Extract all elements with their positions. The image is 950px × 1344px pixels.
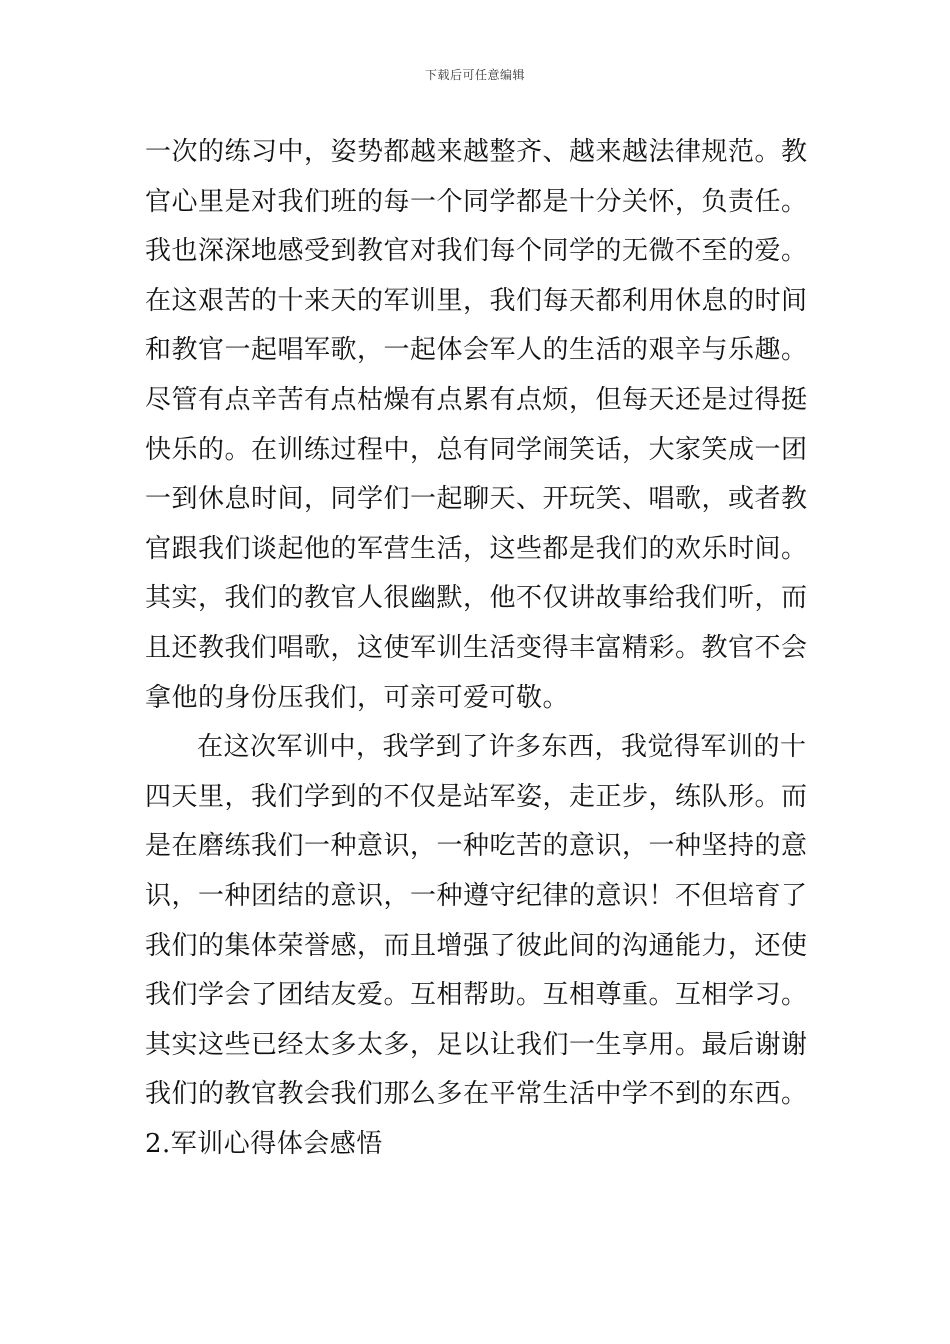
text-line: 在这艰苦的十来天的军训里，我们每天都利用休息的时间	[145, 285, 808, 316]
text-line: 四天里，我们学到的不仅是站军姿，走正步，练队形。而	[145, 781, 808, 812]
text-line: 其实，我们的教官人很幽默，他不仅讲故事给我们听，而	[145, 583, 808, 614]
text-line: 官跟我们谈起他的军营生活，这些都是我们的欢乐时间。	[145, 533, 808, 564]
text-line: 我们的集体荣誉感，而且增强了彼此间的沟通能力，还使	[145, 930, 808, 961]
section-heading: 2.军训心得体会感悟	[145, 1128, 383, 1159]
text-line: 一到休息时间，同学们一起聊天、开玩笑、唱歌，或者教	[145, 484, 808, 515]
text-line: 我们学会了团结友爱。互相帮助。互相尊重。互相学习。	[145, 980, 808, 1011]
text-line: 是在磨练我们一种意识，一种吃苦的意识，一种坚持的意	[145, 831, 808, 862]
text-line: 尽管有点辛苦有点枯燥有点累有点烦，但每天还是过得挺	[145, 384, 808, 415]
text-line: 识，一种团结的意识，一种遵守纪律的意识！不但培育了	[145, 880, 808, 911]
text-line: 我们的教官教会我们那么多在平常生活中学不到的东西。	[145, 1079, 808, 1110]
text-line: 快乐的。在训练过程中，总有同学闹笑话，大家笑成一团	[145, 434, 808, 465]
text-line: 一次的练习中，姿势都越来越整齐、越来越法律规范。教	[145, 137, 808, 167]
text-line: 官心里是对我们班的每一个同学都是十分关怀，负责任。	[145, 186, 808, 217]
page-header: 下载后可任意编辑	[424, 68, 525, 82]
text-line: 和教官一起唱军歌，一起体会军人的生活的艰辛与乐趣。	[145, 335, 808, 366]
text-line: 其实这些已经太多太多，足以让我们一生享用。最后谢谢	[145, 1029, 808, 1060]
text-line: 拿他的身份压我们，可亲可爱可敬。	[145, 682, 570, 713]
text-line: 我也深深地感受到教官对我们每个同学的无微不至的爱。	[145, 236, 808, 267]
text-line: 且还教我们唱歌，这使军训生活变得丰富精彩。教官不会	[145, 632, 808, 663]
paragraph-first-line: 在这次军训中，我学到了许多东西，我觉得军训的十	[197, 732, 807, 763]
document-body	[145, 128, 825, 1169]
